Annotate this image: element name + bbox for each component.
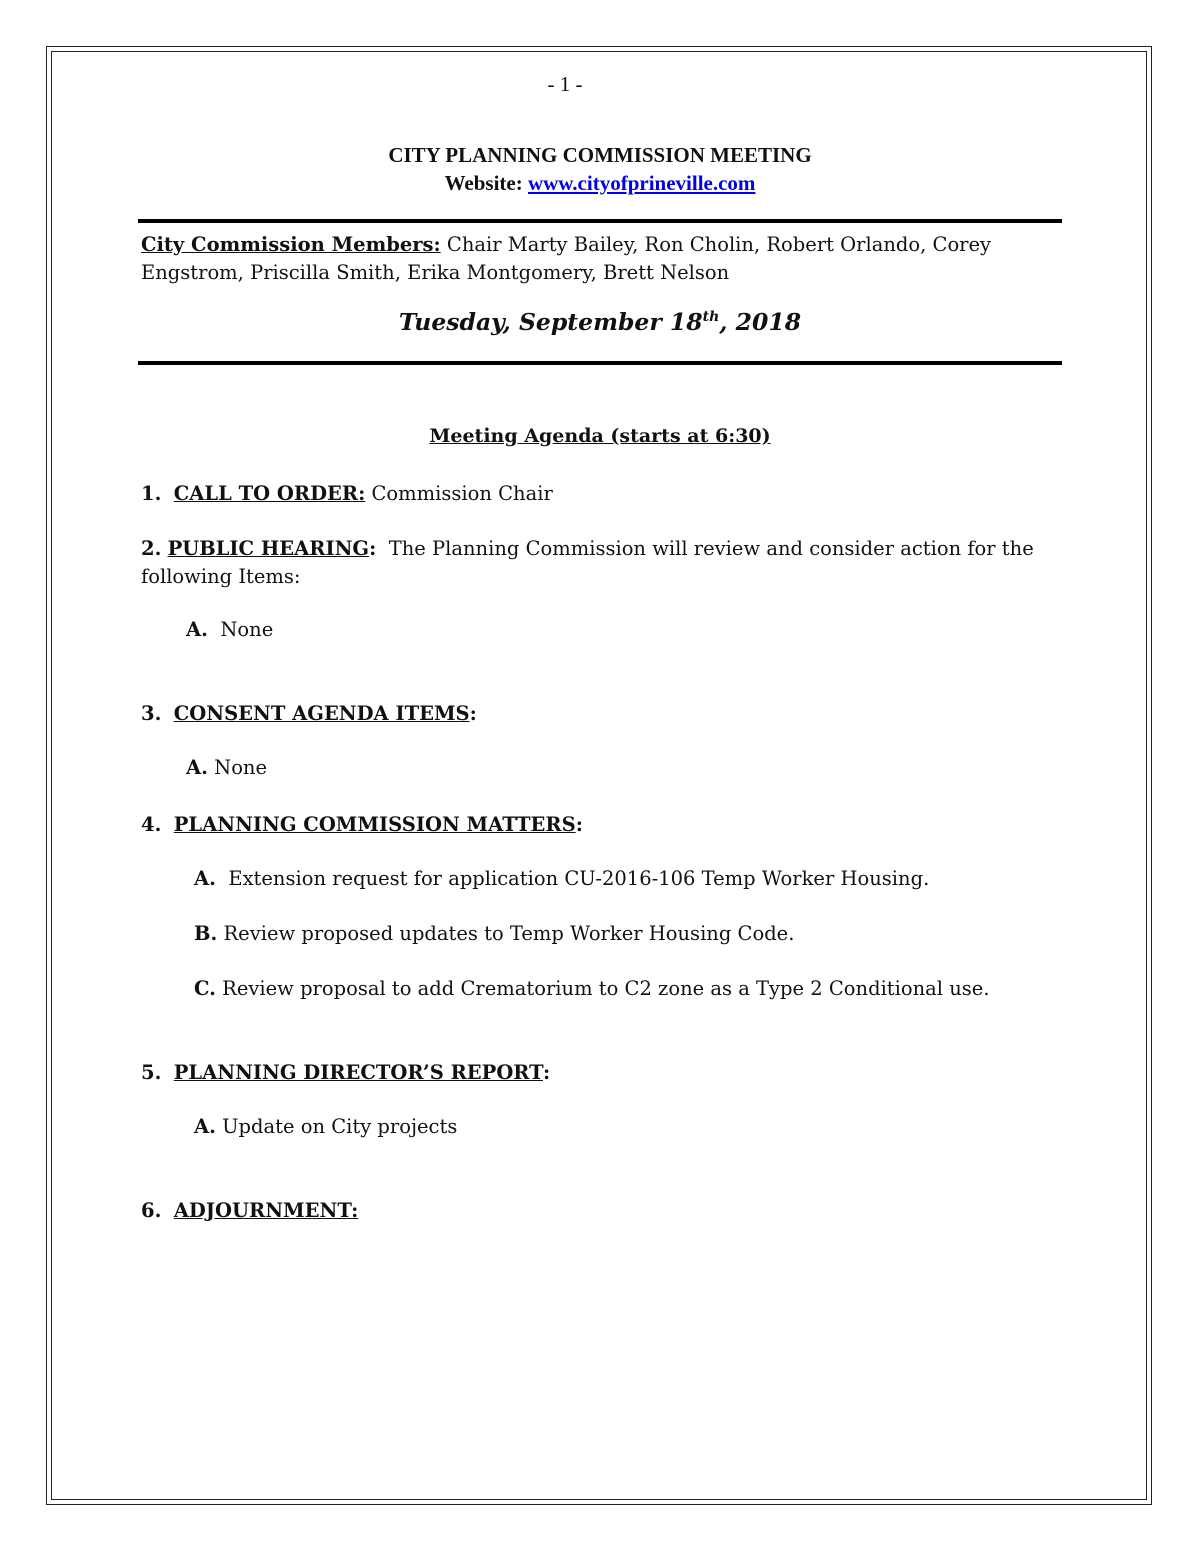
agenda-item-2: 2. PUBLIC HEARING: The Planning Commission will review and consider action for the following Items: (141, 537, 1034, 588)
item-number: 5. (141, 1061, 162, 1084)
item-number: 3. (141, 702, 162, 725)
agenda-item-4: 4. PLANNING COMMISSION MATTERS: (141, 813, 583, 836)
item-number: 4. (141, 813, 162, 836)
item-heading: CONSENT AGENDA ITEMS (173, 702, 470, 725)
sub-letter: A. (186, 618, 208, 641)
item-number: 1. (141, 482, 162, 505)
item-heading: PLANNING COMMISSION MATTERS (173, 813, 576, 836)
sub-text: Review proposal to add Crematorium to C2 zone as a Type 2 Conditional use. (222, 977, 990, 1000)
sub-text: Extension request for application CU-2016-106 Temp Worker Housing. (228, 867, 930, 890)
item-heading: CALL TO ORDER: (173, 482, 366, 505)
agenda-subitem (186, 756, 267, 779)
commission-members (141, 231, 1041, 286)
sub-letter: C. (194, 977, 216, 1000)
sub-text: None (214, 756, 268, 779)
date-year: , 2018 (719, 308, 802, 336)
members-line1: Chair Marty Bailey, Ron Cholin, Robert Orlando, Corey (446, 233, 992, 256)
agenda-item-6 (141, 1197, 358, 1225)
top-divider (138, 219, 1062, 223)
members-line2: Engstrom, Priscilla Smith, Erika Montgomery, Brett Nelson (141, 260, 730, 284)
item-text-line1: The Planning Commission will review and consider action for the (388, 537, 1034, 560)
sub-text: Update on City projects (222, 1115, 458, 1138)
item-text-line2: following Items: (141, 565, 301, 588)
sub-letter: A. (194, 1115, 216, 1138)
agenda-item-1 (141, 480, 553, 508)
sub-letter: A. (186, 756, 208, 779)
bottom-divider (138, 361, 1062, 365)
date-suffix: th (702, 309, 720, 326)
website-line (0, 171, 1200, 196)
agenda-item-3: 3. CONSENT AGENDA ITEMS: (141, 702, 477, 725)
agenda-subitem (186, 618, 273, 641)
item-heading: PUBLIC HEARING (167, 537, 370, 560)
agenda-subitem (194, 977, 990, 1000)
meeting-title: CITY PLANNING COMMISSION MEETING (388, 143, 812, 167)
agenda-subitem (194, 1115, 457, 1138)
item-number: 6. (141, 1199, 162, 1222)
agenda-subitem (194, 922, 794, 945)
sub-text: Review proposed updates to Temp Worker Housing Code. (223, 922, 795, 945)
sub-letter: A. (194, 867, 216, 890)
agenda-title: Meeting Agenda (starts at 6:30) (429, 425, 771, 447)
page-number: - 1 - (547, 72, 583, 96)
meeting-date (0, 308, 1200, 336)
agenda-subitem (194, 867, 929, 890)
website-link[interactable]: www.cityofprineville.com (527, 171, 756, 195)
sub-text: None (220, 618, 274, 641)
website-label: Website: (444, 171, 523, 195)
members-label: City Commission Members: (141, 233, 441, 256)
item-heading: ADJOURNMENT: (173, 1199, 359, 1222)
item-heading: PLANNING DIRECTOR’S REPORT (173, 1061, 543, 1084)
agenda-item-5: 5. PLANNING DIRECTOR’S REPORT: (141, 1061, 551, 1084)
sub-letter: B. (194, 922, 218, 945)
item-number: 2. (141, 537, 162, 560)
date-prefix: Tuesday, September 18 (398, 308, 703, 336)
item-text: Commission Chair (371, 482, 553, 505)
